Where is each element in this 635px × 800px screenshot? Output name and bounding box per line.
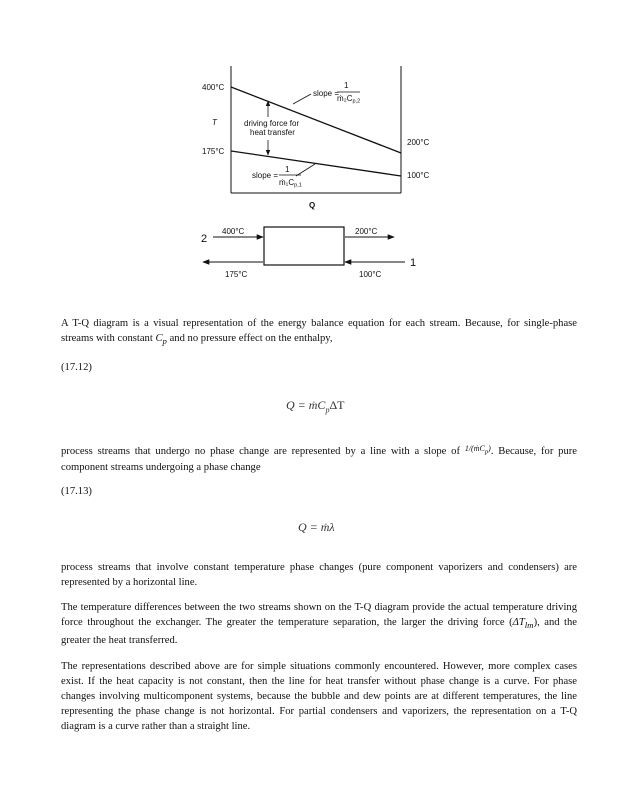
cold-out-label: 175°C (225, 270, 248, 279)
tq-diagram (202, 66, 430, 210)
svg-text:driving force for: driving force for (244, 119, 300, 128)
stream-1-label: 1 (410, 257, 417, 269)
stream-2-label: 2 (201, 233, 208, 245)
svg-text:slope =: slope = (252, 171, 279, 180)
hot-in-label: 400°C (222, 227, 245, 236)
svg-text:1: 1 (285, 165, 290, 174)
cold-end-label: 100°C (407, 171, 430, 180)
driving-force-annotation (244, 101, 299, 155)
cold-slope-annotation (252, 164, 315, 189)
equation-number-17-12: (17.12) (61, 362, 92, 373)
hot-slope-annotation (293, 81, 360, 105)
exchanger-box (264, 227, 344, 265)
paragraph-5: The representations described above are for simple situations commonly encountered. However, more complex cases exist. If the heat capacity is not constant, then the line for heat transfer without phase change is a curve. For phase changes involving multicomponent systems, because the bubble and dew points are at different temperatures, the line representing the phase change is not horizontal. For partial condensers and vaporizers, the representation on a T-Q diagram is a curve rather than a straight line. (61, 661, 577, 732)
equation-number-17-13: (17.13) (61, 486, 92, 497)
paragraph-4: The temperature differences between the two streams shown on the T-Q diagram provide the actual temperature driving force throughout the exchanger. The greater the temperature separation, the larger the driving force $(\Delta T_{lm})$, and the greater the heat transferred. (61, 602, 577, 647)
paragraph-3: process streams that involve constant temperature phase changes (pure component vaporizers and condensers) are represented by a horizontal line. (61, 562, 577, 588)
svg-text:heat transfer: heat transfer (250, 128, 295, 137)
cold-start-label: 175°C (202, 147, 225, 156)
hot-start-label: 400°C (202, 83, 225, 92)
hot-out-label: 200°C (355, 227, 378, 236)
axis-q-label: Q (309, 201, 316, 210)
svg-text:ṁ₂Cp,2: ṁ₂Cp,2 (337, 94, 361, 105)
exchanger-schematic (201, 227, 416, 279)
cold-in-label: 100°C (359, 270, 382, 279)
hot-end-label: 200°C (407, 138, 430, 147)
paragraph-2: process streams that undergo no phase change are represented by a line with a slope of $^{1/(ṁC_p)}$. Because, for pure component streams undergoing a phase change (61, 444, 577, 473)
figure (0, 0, 635, 300)
svg-text:1: 1 (344, 81, 349, 90)
axis-t-label: T (212, 118, 217, 127)
svg-text:ṁ₁Cp,1: ṁ₁Cp,1 (279, 178, 302, 189)
paragraph-1: A T-Q diagram is a visual representation of the energy balance equation for each stream. Because, for single-phase streams with constant $C_p$ and no pressure effect on the enthalpy, (61, 318, 577, 347)
equation-17-12: Q = ṁC$_p$ΔT (286, 398, 345, 415)
equation-17-13: Q = ṁλ (298, 520, 335, 534)
svg-text:slope =: slope = (313, 89, 340, 98)
